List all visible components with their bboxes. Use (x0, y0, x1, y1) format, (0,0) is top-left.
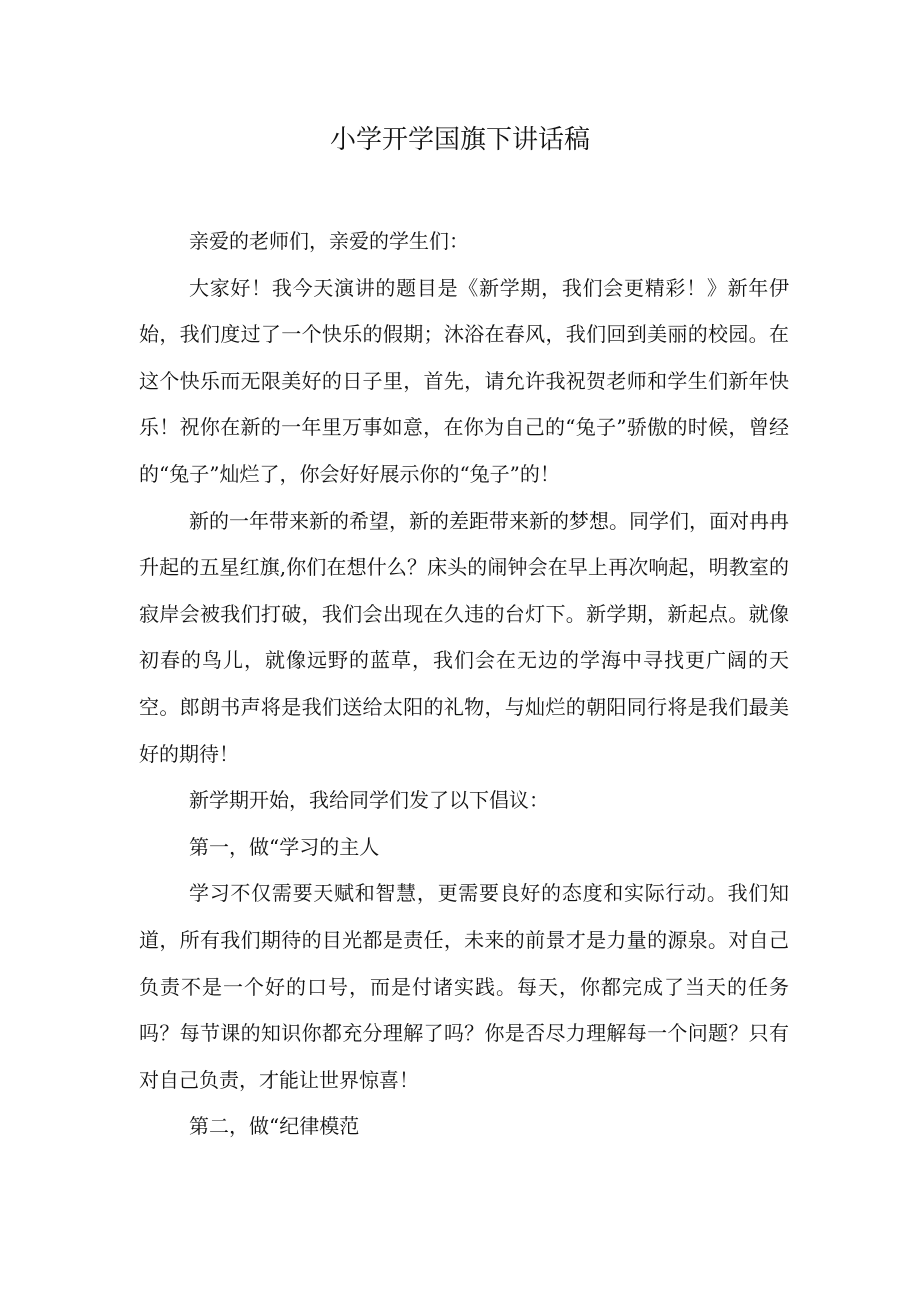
learning-master-paragraph: 学习不仅需要天赋和智慧，更需要良好的态度和实际行动。我们知道，所有我们期待的目光都是责任，未来的前景才是力量的源泉。对自己负责不是一个好的口号，而是付诸实践。每天，你都完成了当天的任务吗？每节课的知识你都充分理解了吗？你是否尽力理解每一个问题？只有对自己负责，才能让世界惊喜！ (139, 881, 789, 1092)
first-proposal-heading: 第一，做“学习的主人 (189, 834, 380, 859)
new-year-hope-paragraph: 新的一年带来新的希望，新的差距带来新的梦想。同学们，面对冉冉升起的五星红旗,你们在想什么？床头的闹钟会在早上再次响起，明教室的寂岸会被我们打破，我们会出现在久违的台灯下。新学期，新起点。就像初春的鸟儿，就像远野的蓝草，我们会在无边的学海中寻找更广阔的天空。郎朗书声将是我们送给太阳的礼物，与灿烂的朝阳同行将是我们最美好的期待！ (139, 508, 789, 766)
proposal-intro-paragraph: 新学期开始，我给同学们发了以下倡议： (189, 788, 549, 813)
document-body (139, 218, 789, 1150)
document-title: 小学开学国旗下讲话稿 (329, 125, 590, 155)
salutation-paragraph: 亲爱的老师们，亲爱的学生们： (189, 229, 469, 253)
greeting-paragraph: 大家好！我今天演讲的题目是《新学期，我们会更精彩！》新年伊始，我们度过了一个快乐的假期；沐浴在春风，我们回到美丽的校园。在这个快乐而无限美好的日子里，首先，请允许我祝贺老师和学生们新年快乐！祝你在新的一年里万事如意，在你为自己的“兔子”骄傲的时候，曾经的“兔子”灿烂了，你会好好展示你的“兔子”的！ (139, 275, 789, 486)
second-proposal-heading: 第二，做“纪律模范 (189, 1114, 360, 1139)
